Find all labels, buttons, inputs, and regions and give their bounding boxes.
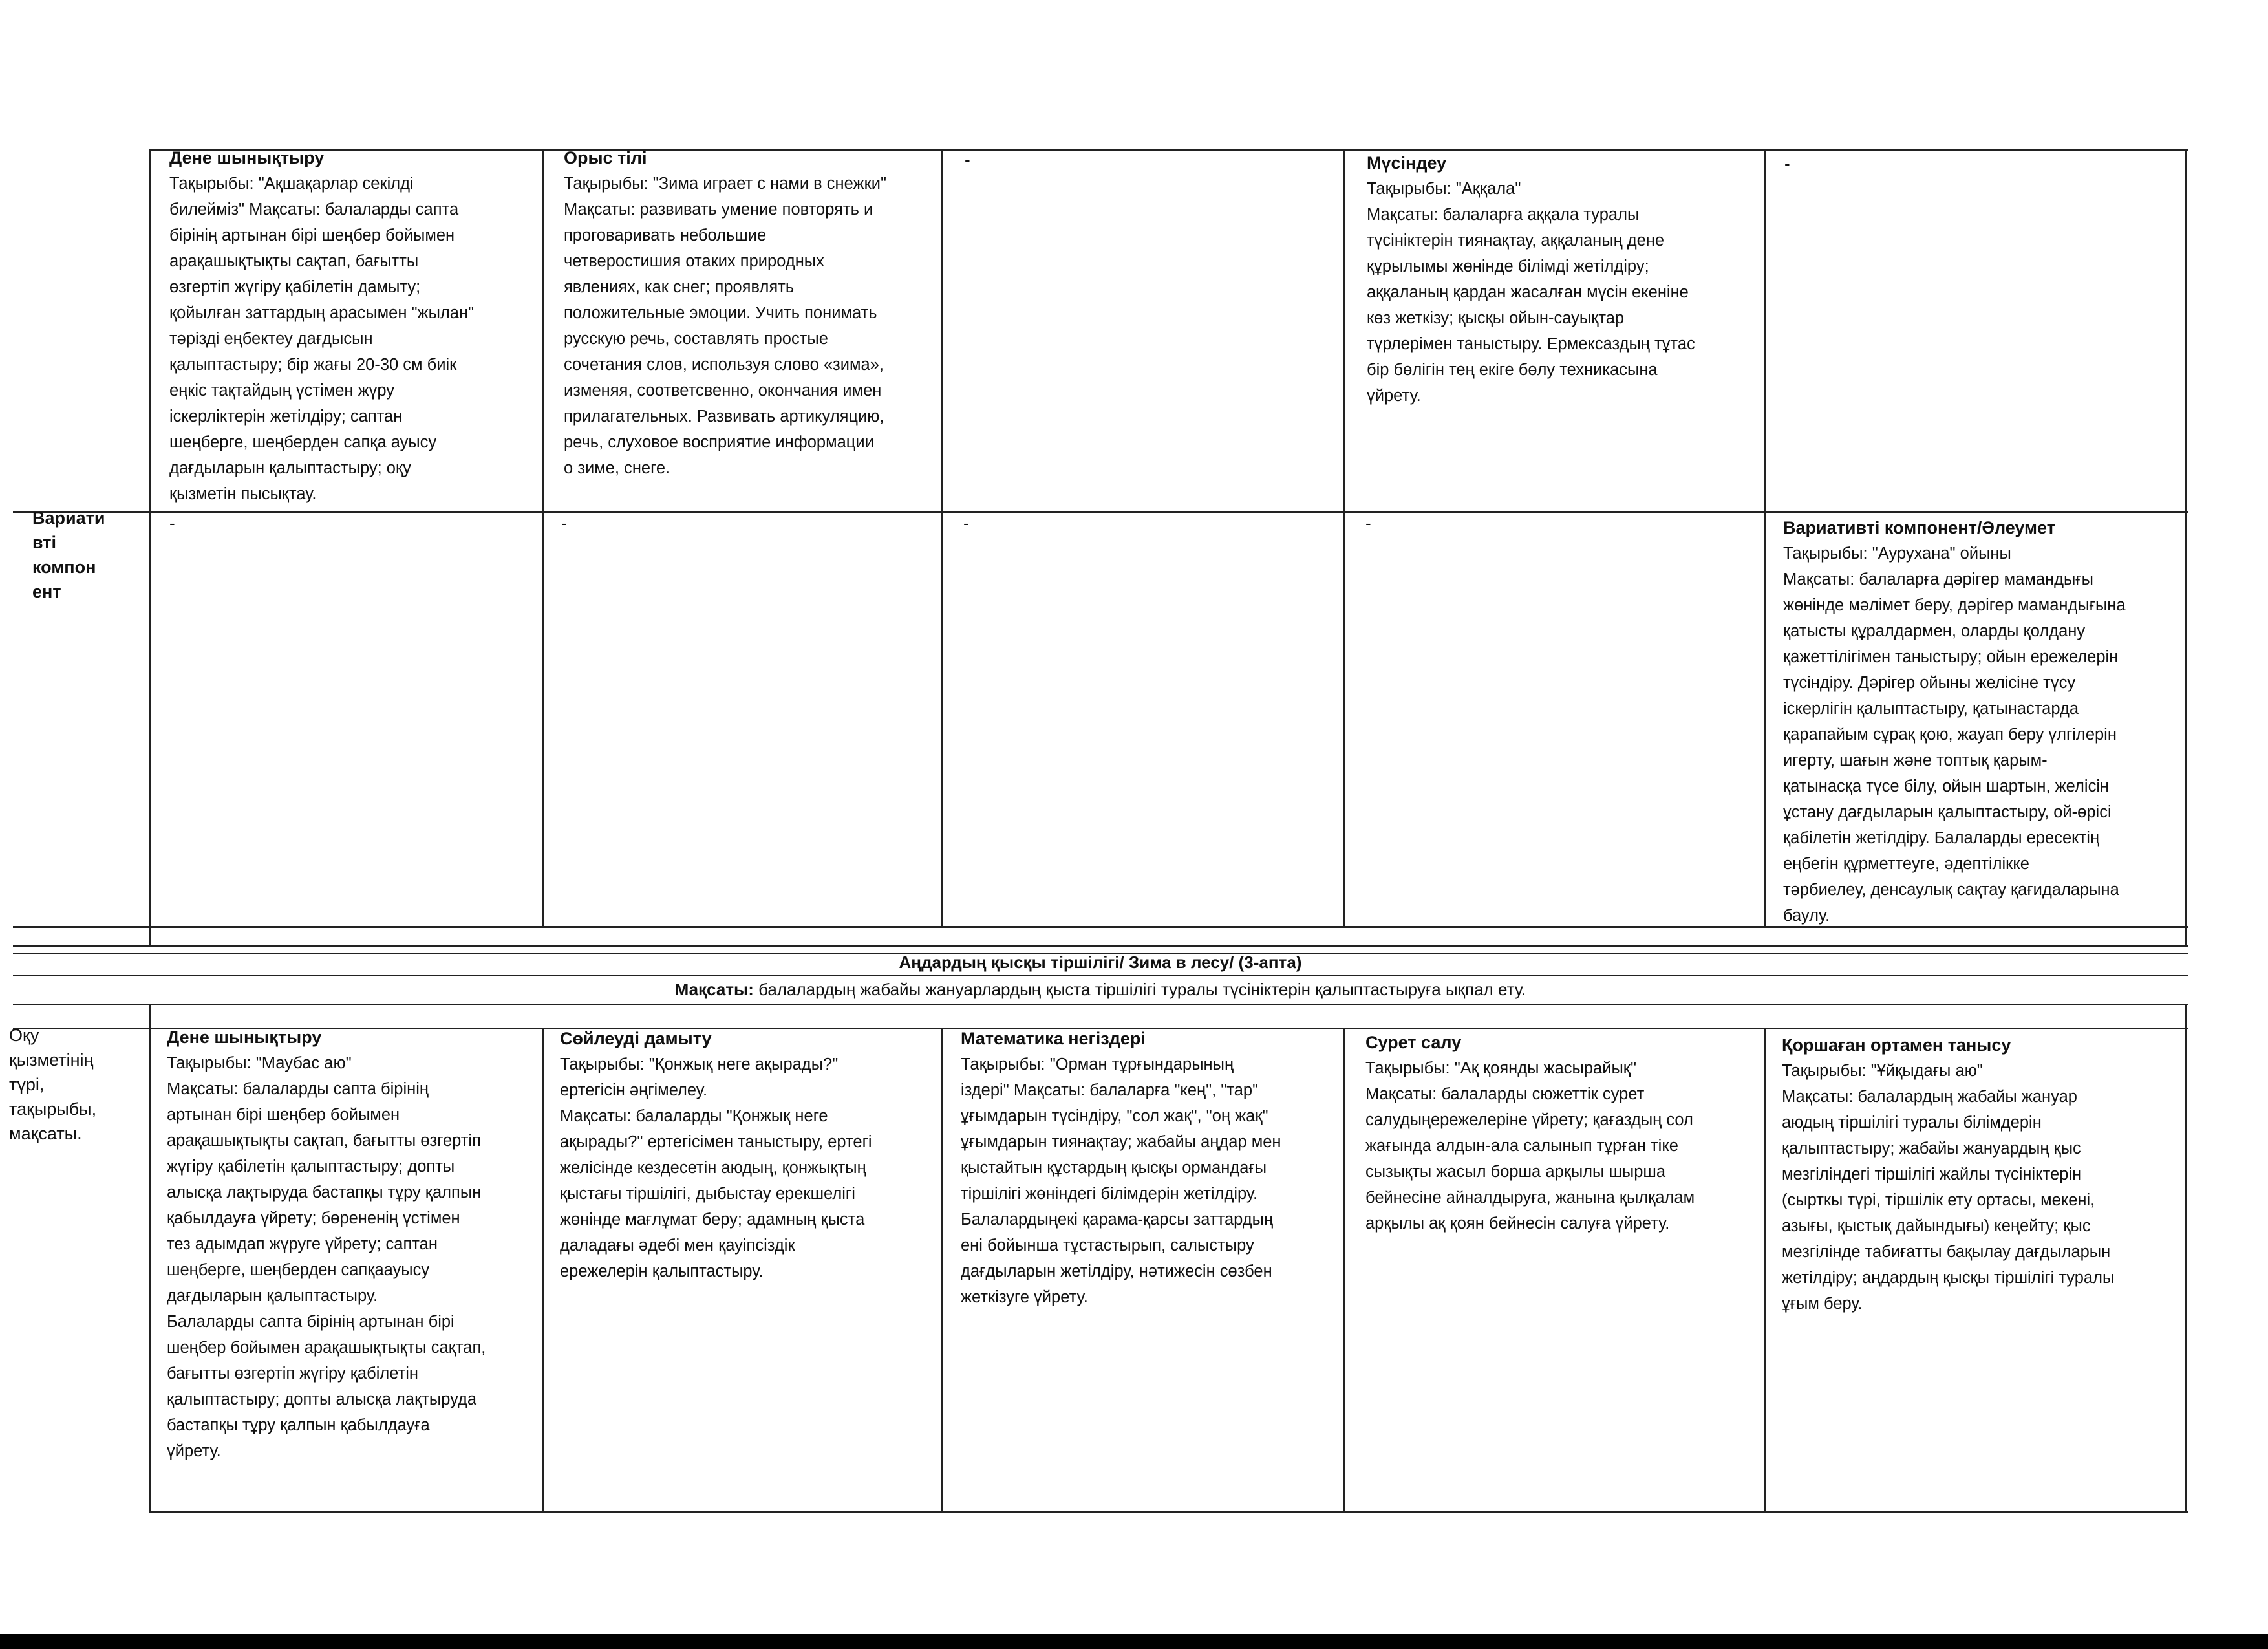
cell-body: Тақырыбы: "Ұйқыдағы аю" Мақсаты: балалардың жабайы жануар аюдың тіршілігі туралы білімдерін қалыптастыру; жабайы жануардың қыс мезгіліндегі тіршілігі жайлы түсініктерін (сырткы түрі, тіршілік ету ортасы, мекені, азығы, қыстық дайындығы) кеңейту; қыс мезгілінде табиғатты бақылау дағдыларын жетілдіру; аңдардың қысқы тіршілігі туралы ұғым беру. (1782, 1062, 2115, 1313)
cell-body: Тақырыбы: "Маубас аю" Мақсаты: балаларды сапта бірінің артынан бірі шеңбер бойымен арақашықтықты сақтап, бағытты өзгертіп жүгіру қабілетін қалыптастыру; допты алысқа лақтыруда бастапқы тұру қалпын қабылдауға үйрету; бөрененің үстімен тез адымдап жүруге үйрету; саптан шеңберге, шеңберден сапқаауысу дағдыларын қалыптастыру. Балаларды сапта бірінің артынан бірі шеңбер бойымен арақашықтықты сақтап, бағытты өзгертіп жүгіру қабілетін қалыптастыру; допты алысқа лақтыруда бастапқы тұру қалпын қабылдауға үйрету. (167, 1054, 486, 1460)
row1-cell-modeling (1367, 150, 1761, 409)
row2-dash: - (963, 513, 969, 533)
cell-title: Дене шынықтыру (167, 1028, 322, 1047)
table-col-line-3-upper (941, 149, 943, 927)
row3-cell-drawing (1365, 1029, 1761, 1236)
row2-dash: - (1365, 513, 1371, 533)
row2-cell-variative (1783, 515, 2183, 929)
cell-title: Математика негіздері (961, 1029, 1146, 1048)
cell-title: Дене шынықтыру (169, 148, 325, 167)
table-col-line-2-upper (542, 149, 544, 927)
table-line-bottom (149, 1511, 2188, 1513)
row3-cell-math (961, 1026, 1341, 1310)
row3-cell-environment (1782, 1032, 2183, 1317)
row3-cell-pe (167, 1024, 539, 1464)
week-title-text: Аңдардың қысқы тіршілігі/ Зима в лесу/ (3-апта) (899, 953, 1302, 972)
cell-body: Тақырыбы: "Орман тұрғындарының іздері" Мақсаты: балаларға "кең", "тар" ұғымдарын түсіндіру, "сол жақ", "оң жақ" ұғымдарын тиянақтау; жабайы аңдар мен қыстайтын құстардың қысқы ормандағы тіршілігі жөніндегі білімдерін жетілдіру. Балалардыңекі қарама-қарсы заттардың ені бойынша тұстастырып, салыстыру дағдыларын жетілдіру, нәтижесін сөзбен жеткізуге үйрету. (961, 1055, 1281, 1306)
table-line-band-4 (13, 1004, 2188, 1005)
table-col-line-5-lower (1764, 1028, 1766, 1513)
table-col-line-6-upper (2185, 149, 2187, 947)
table-line-band-3 (13, 975, 2188, 976)
row3-side-label: Оқу қызметінің түрі, тақырыбы, мақсаты. (9, 1026, 97, 1143)
table-col-line-1-lower (149, 1004, 151, 1513)
table-col-line-3-lower (941, 1028, 943, 1513)
table-col-line-6-lower (2185, 1004, 2187, 1513)
row1-cell-pe (169, 145, 538, 507)
table-col-line-4-lower (1343, 1028, 1345, 1513)
cell-body: Тақырыбы: "Зима играет с нами в снежки" Мақсаты: развивать умение повторять и проговаривать небольшие четверостишия отаких природных явлениях, как снег; проявлять положительные эмоции. Учить понимать русскую речь, составлять простые сочетания слов, используя слово «зима», изменяя, соответсвенно, окончания имен прилагательных. Развивать артикуляцию, речь, слуховое восприятие информации о зиме, снеге. (564, 175, 887, 477)
week-goal-label: Мақсаты: (674, 980, 754, 999)
table-col-line-1-upper (149, 149, 151, 947)
table-col-line-4-upper (1343, 149, 1345, 927)
cell-title: Сурет салу (1365, 1033, 1462, 1052)
row1-cell-empty-dash: - (1784, 154, 1790, 173)
cell-body: Тақырыбы: "Ақ қоянды жасырайық" Мақсаты: балаларды сюжеттік сурет салудыңережелеріне үйрету; қағаздың сол жағында алдын-ала салынып тұрған тіке сызықты жасыл борша арқылы шырша бейнесіне айналдыруға, жанына қылқалам арқылы ақ қоян бейнесін салуға үйрету. (1365, 1059, 1695, 1233)
cell-body: Тақырыбы: "Аққала" Мақсаты: балаларға аққала туралы түсініктерін тиянақтау, аққаланың дене құрылымы жөнінде білімді жетілдіру; аққаланың қардан жасалған мүсін екеніне көз жеткізу; қысқы ойын-сауықтар түрлерімен таныстыру. Ермексаздың тұтас бір бөлігін тең екіге бөлу техникасына үйрету. (1367, 180, 1695, 405)
row2-dash: - (169, 513, 175, 533)
cell-title: Қоршаған ортамен танысу (1782, 1035, 2011, 1055)
scan-edge-bar (0, 1634, 2268, 1649)
row2-dash: - (561, 513, 567, 533)
cell-title: Вариативті компонент/Әлеумет (1783, 518, 2055, 537)
table-col-line-2-lower (542, 1028, 544, 1513)
week-goal-text: балалардың жабайы жануарлардың қыста тіршілігі туралы түсініктерін қалыптастыруға ықпал ету. (753, 980, 1526, 999)
cell-title: Мүсіндеу (1367, 153, 1447, 173)
table-col-line-5-upper (1764, 149, 1766, 927)
table-line-row1-bottom (13, 511, 2188, 513)
week-goal (13, 978, 2188, 1001)
table-line-band-1 (13, 945, 2188, 947)
cell-body: Тақырыбы: "Ақшақарлар секілді билейміз" Мақсаты: балаларды сапта бірінің артынан бірі шеңбер бойымен арақашықтықты сақтап, бағытты өзгертіп жүгіру қабілетін дамыту; қойылған заттардың арасымен "жылан" тәрізді еңбектеу дағдысын қалыптастыру; бір жағы 20-30 см биік еңкіс тақтайдың үстімен жүру іскерліктерін жетілдіру; саптан шеңберге, шеңберден сапқа ауысу дағдыларын қалыптастыру; оқу қызметін пысықтау. (169, 175, 475, 503)
row2-side-label: Вариати вті компон ент (32, 508, 105, 601)
cell-title: Сөйлеуді дамыту (560, 1029, 712, 1048)
week-title (13, 951, 2188, 974)
row1-cell-russian (564, 145, 939, 481)
cell-title: Орыс тілі (564, 148, 647, 167)
row1-cell-empty-dash: - (965, 150, 970, 169)
row3-cell-speech (560, 1026, 939, 1284)
cell-body: Тақырыбы: "Аурухана" ойыны Мақсаты: балаларға дәрігер мамандығы жөнінде мәлімет беру, дәрігер мамандығына қатысты құралдармен, оларды қолдану қажеттілігімен таныстыру; ойын ережелерін түсіндіру. Дәрігер ойыны желісіне түсу іскерлігін қалыптастыру, қатынастарда қарапайым сұрақ қою, жауап беру үлгілерін игерту, шағын және топтық қарым- қатынасқа түсе білу, ойын шартын, желісін ұстану дағдыларын қалыптастыру, ой-өрісі қабілетін жетілдіру. Балаларды ересектің еңбегін құрметтеугe, әдептілікке тәрбиелеу, денсаулық сақтау қағидаларына баулу. (1783, 544, 2126, 925)
cell-body: Тақырыбы: "Қонжық неге ақырады?" ертегісін әңгімелеу. Мақсаты: балаларды "Қонжық неге ақырады?" ертегісімен таныстыру, ертегі желісінде кездесетін аюдың, қонжықтың қыстағы тіршілігі, дыбыстау ерекшелігі жөнінде мағлұмат беру; адамның қыста даладағы әдебі мен қауіпсіздік ережелерін қалыптастыру. (560, 1055, 872, 1280)
